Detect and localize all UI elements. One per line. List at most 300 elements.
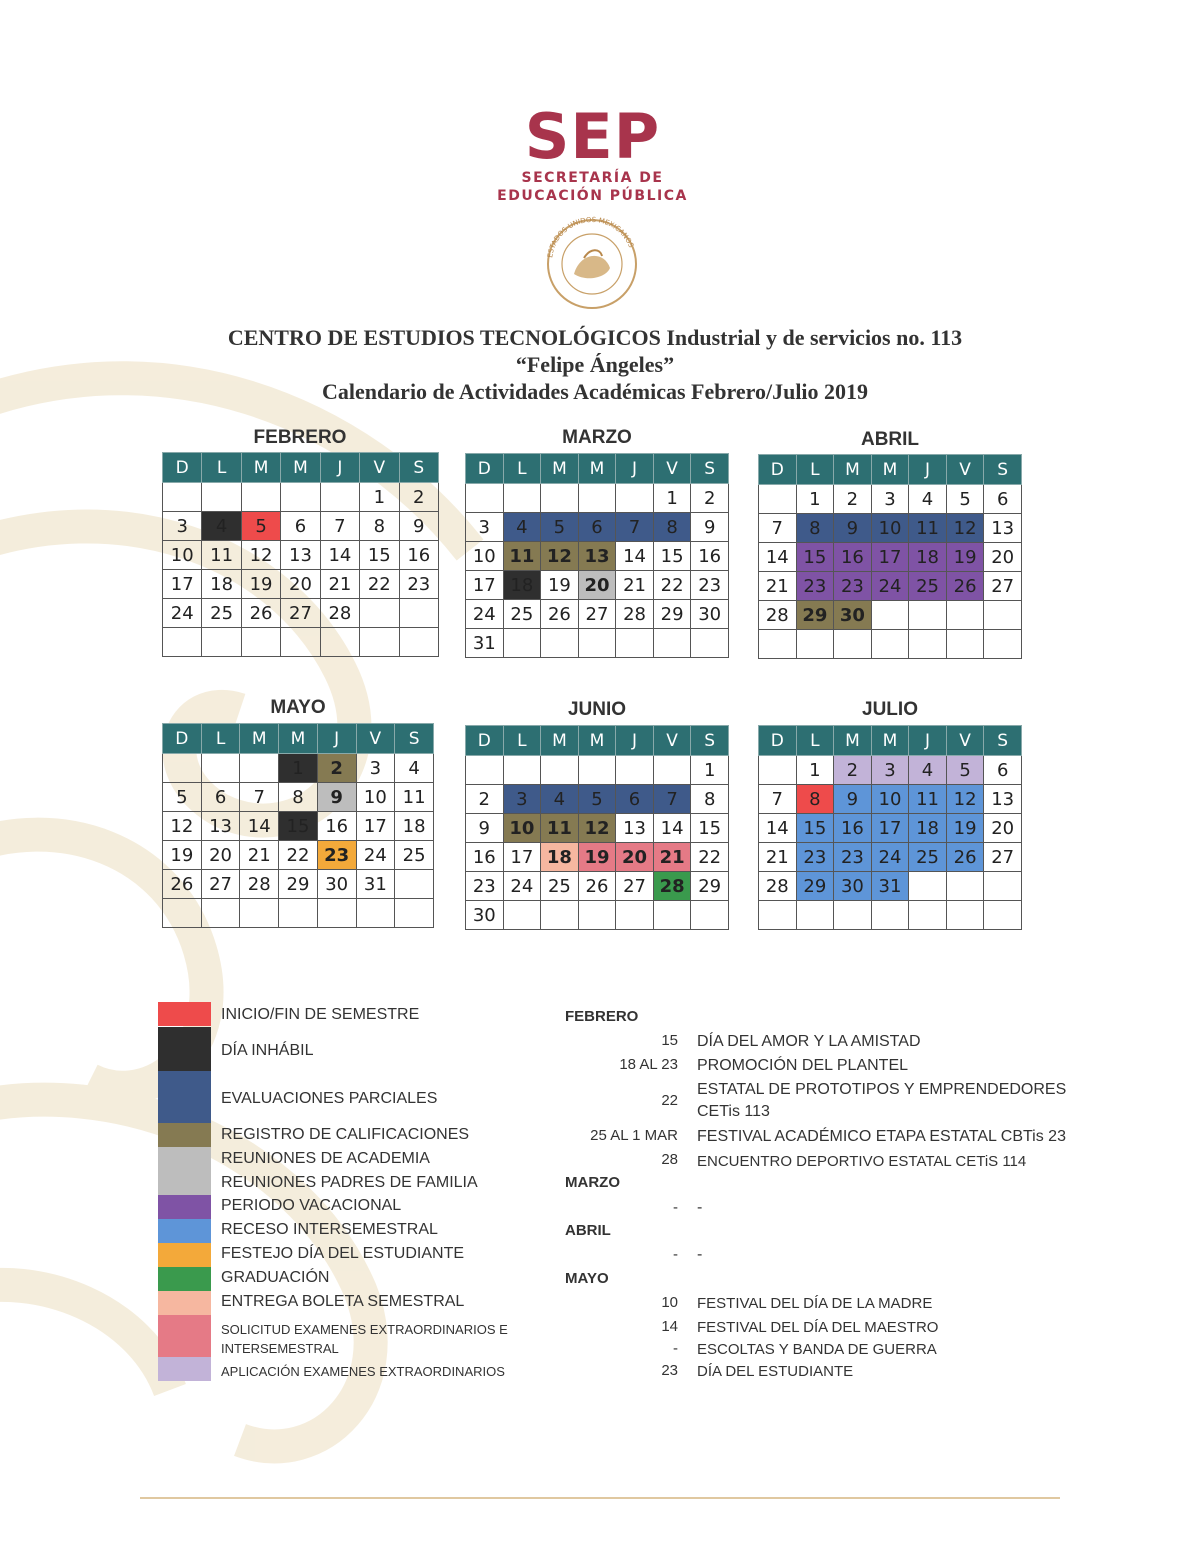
day-cell [796,630,834,659]
week-row [466,484,729,513]
day-cell: 21 [320,570,359,599]
day-cell: 16 [834,814,872,843]
day-cell [163,754,202,783]
week-row [466,756,729,785]
day-cell: 23 [399,570,438,599]
day-cell: 22 [653,571,691,600]
day-cell: 28 [759,601,797,630]
day-cell [201,899,240,928]
day-cell: 16 [466,843,504,872]
week-row [759,872,1022,901]
day-cell: 12 [163,812,202,841]
day-cell: 19 [241,570,280,599]
week-row [466,600,729,629]
day-cell [356,899,395,928]
week-row [759,543,1022,572]
day-cell [691,901,729,930]
day-cell [281,628,320,657]
day-cell: 11 [909,785,947,814]
week-row [163,512,439,541]
day-cell [241,628,280,657]
weekday-header: D [759,455,797,485]
day-cell: 13 [984,514,1022,543]
day-cell: 15 [360,541,399,570]
day-cell [616,484,654,513]
day-cell [871,901,909,930]
event-text: - [697,1199,703,1216]
day-cell [946,601,984,630]
day-cell: 2 [466,785,504,814]
weekday-header: L [201,724,240,754]
week-row [163,754,434,783]
day-cell: 1 [653,484,691,513]
day-cell: 28 [320,599,359,628]
day-cell: 15 [653,542,691,571]
day-cell [163,628,202,657]
day-cell: 21 [653,843,691,872]
weekday-header: D [466,726,504,756]
day-cell: 13 [201,812,240,841]
day-cell [202,628,241,657]
weekday-header: J [909,455,947,485]
week-row [163,783,434,812]
weekday-header: S [984,726,1022,756]
day-cell: 4 [202,512,241,541]
weekday-header: M [834,455,872,485]
day-cell: 24 [356,841,395,870]
month-title-febrero: FEBRERO [253,427,347,448]
week-row [466,843,729,872]
legend-swatch-orange [158,1243,211,1267]
weekday-header: L [503,726,541,756]
day-cell [909,901,947,930]
day-cell [984,872,1022,901]
day-cell: 19 [578,843,616,872]
bottom-divider [140,1497,1060,1499]
week-row [163,599,439,628]
day-cell [759,630,797,659]
day-cell: 31 [466,629,504,658]
day-cell: 23 [834,572,872,601]
day-cell: 6 [281,512,320,541]
day-cell: 7 [240,783,279,812]
weekday-header: D [759,726,797,756]
week-row [163,870,434,899]
day-cell: 3 [356,754,395,783]
legend-swatch-peach [158,1291,211,1315]
event-text: FESTIVAL DEL DÍA DE LA MADRE [697,1295,933,1312]
day-cell: 13 [616,814,654,843]
week-row [466,629,729,658]
day-cell: 13 [281,541,320,570]
day-cell: 18 [503,571,541,600]
day-cell [616,901,654,930]
day-cell [984,630,1022,659]
day-cell: 15 [796,543,834,572]
day-cell [909,630,947,659]
legend-swatch-red [158,1002,211,1026]
legend-label-academia: REUNIONES DE ACADEMIA [221,1150,430,1167]
legend-label-graduacion: GRADUACIÓN [221,1269,330,1286]
day-cell [578,901,616,930]
event-date: 28 [661,1151,678,1168]
weekday-header: M [279,724,318,754]
week-row [466,513,729,542]
day-cell: 19 [163,841,202,870]
event-date: - [673,1246,678,1263]
event-date: 22 [661,1092,678,1109]
day-cell: 20 [201,841,240,870]
day-cell: 31 [356,870,395,899]
day-cell: 14 [759,814,797,843]
day-cell: 21 [759,572,797,601]
event-date: 25 AL 1 MAR [590,1127,678,1144]
day-cell: 28 [240,870,279,899]
day-cell: 23 [466,872,504,901]
day-cell: 16 [834,543,872,572]
day-cell: 5 [241,512,280,541]
legend-label-inicio-fin: INICIO/FIN DE SEMESTRE [221,1006,420,1023]
day-cell: 3 [503,785,541,814]
day-cell: 27 [281,599,320,628]
day-cell: 15 [279,812,318,841]
day-cell [578,629,616,658]
weekday-header: J [320,453,359,483]
day-cell: 25 [909,572,947,601]
day-cell: 29 [691,872,729,901]
day-cell [616,756,654,785]
day-cell: 15 [691,814,729,843]
day-cell [653,629,691,658]
day-cell [240,899,279,928]
day-cell: 26 [946,572,984,601]
day-cell: 5 [946,756,984,785]
day-cell: 14 [240,812,279,841]
day-cell [541,484,579,513]
day-cell [984,601,1022,630]
day-cell [395,899,434,928]
week-row [466,814,729,843]
day-cell: 24 [503,872,541,901]
week-row [759,814,1022,843]
day-cell: 1 [691,756,729,785]
weekday-header: D [163,724,202,754]
day-cell: 22 [360,570,399,599]
day-cell: 14 [759,543,797,572]
day-cell [466,756,504,785]
week-row [759,843,1022,872]
day-cell [279,899,318,928]
day-cell [399,599,438,628]
day-cell: 25 [909,843,947,872]
weekday-header: D [466,454,504,484]
events-month-abril: ABRIL [565,1222,611,1239]
day-cell: 9 [834,514,872,543]
day-cell: 5 [946,485,984,514]
legend-swatch-gray [158,1147,211,1195]
day-cell: 6 [984,485,1022,514]
day-cell: 23 [691,571,729,600]
weekday-header: V [946,455,984,485]
day-cell: 6 [616,785,654,814]
day-cell: 8 [360,512,399,541]
day-cell: 8 [796,514,834,543]
logo-subtitle-line1: SECRETARÍA DE [521,170,664,186]
day-cell: 2 [691,484,729,513]
week-row [466,785,729,814]
day-cell [834,901,872,930]
day-cell: 27 [578,600,616,629]
day-cell: 29 [653,600,691,629]
day-cell: 12 [541,542,579,571]
day-cell: 14 [320,541,359,570]
event-text: ENCUENTRO DEPORTIVO ESTATAL CETiS 114 [697,1153,1027,1170]
day-cell: 17 [871,814,909,843]
events-month-mayo: MAYO [565,1270,609,1287]
day-cell: 15 [796,814,834,843]
day-cell [399,628,438,657]
legend-swatch-olive [158,1123,211,1147]
day-cell: 30 [317,870,356,899]
events-month-febrero: FEBRERO [565,1008,639,1025]
week-row [759,630,1022,659]
day-cell: 8 [653,513,691,542]
day-cell [796,901,834,930]
day-cell: 20 [984,543,1022,572]
weekday-header: M [541,726,579,756]
weekday-header: V [653,726,691,756]
day-cell: 2 [317,754,356,783]
day-cell [909,872,947,901]
day-cell [759,485,797,514]
weekday-header: J [616,726,654,756]
month-title-mayo: MAYO [270,697,326,718]
school-subtitle: “Felipe Ángeles” [515,352,675,377]
weekday-header: V [360,453,399,483]
week-row [466,872,729,901]
day-cell: 28 [616,600,654,629]
weekday-header: L [796,726,834,756]
day-cell: 29 [279,870,318,899]
week-row [163,541,439,570]
day-cell: 2 [834,756,872,785]
week-row [163,628,439,657]
day-cell [691,629,729,658]
day-cell: 21 [759,843,797,872]
day-cell: 11 [202,541,241,570]
day-cell: 25 [395,841,434,870]
week-row [466,542,729,571]
calendar-abril [758,454,1022,659]
day-cell: 1 [796,756,834,785]
day-cell [578,756,616,785]
day-cell: 2 [399,483,438,512]
day-cell: 4 [395,754,434,783]
week-row [759,756,1022,785]
day-cell [320,628,359,657]
day-cell [871,630,909,659]
event-text: PROMOCIÓN DEL PLANTEL [697,1057,909,1074]
week-row [759,601,1022,630]
calendar-mayo [162,723,434,928]
day-cell: 20 [578,571,616,600]
week-row [759,785,1022,814]
day-cell: 18 [541,843,579,872]
weekday-header: M [578,454,616,484]
weekday-header: M [834,726,872,756]
day-cell: 5 [541,513,579,542]
day-cell: 17 [871,543,909,572]
day-cell: 8 [691,785,729,814]
day-cell: 8 [796,785,834,814]
weekday-header: V [653,454,691,484]
day-cell: 30 [691,600,729,629]
day-cell: 7 [616,513,654,542]
month-title-julio: JULIO [862,699,918,720]
week-row [466,901,729,930]
legend-swatch-purple [158,1195,211,1219]
week-row [163,812,434,841]
day-cell: 8 [279,783,318,812]
day-cell: 12 [241,541,280,570]
day-cell [871,601,909,630]
day-cell [320,483,359,512]
day-cell [503,901,541,930]
weekday-header: M [871,455,909,485]
legend-label-padres: REUNIONES PADRES DE FAMILIA [221,1174,478,1191]
day-cell: 5 [163,783,202,812]
day-cell [466,484,504,513]
day-cell: 3 [466,513,504,542]
weekday-header: L [796,455,834,485]
week-row [163,899,434,928]
day-cell: 10 [503,814,541,843]
weekday-header: L [503,454,541,484]
day-cell: 12 [946,514,984,543]
week-row [759,572,1022,601]
school-name: CENTRO DE ESTUDIOS TECNOLÓGICOS Industrial y de servicios no. 113 [227,325,963,350]
day-cell: 19 [946,814,984,843]
day-cell [503,756,541,785]
day-cell: 17 [356,812,395,841]
legend-swatch-green [158,1267,211,1291]
day-cell: 3 [871,485,909,514]
legend-label-festejo: FESTEJO DÍA DEL ESTUDIANTE [221,1245,465,1262]
weekday-header: J [909,726,947,756]
day-cell: 7 [320,512,359,541]
weekday-header: M [578,726,616,756]
day-cell [541,901,579,930]
day-cell: 20 [281,570,320,599]
day-cell: 13 [578,542,616,571]
week-row [163,841,434,870]
day-cell: 13 [984,785,1022,814]
day-cell: 6 [201,783,240,812]
weekday-header: S [395,724,434,754]
day-cell: 28 [759,872,797,901]
day-cell: 11 [395,783,434,812]
day-cell: 10 [466,542,504,571]
day-cell [759,901,797,930]
day-cell: 7 [653,785,691,814]
day-cell [317,899,356,928]
day-cell [503,484,541,513]
day-cell: 9 [834,785,872,814]
day-cell: 29 [796,872,834,901]
legend-swatch-lightblue [158,1219,211,1243]
day-cell: 12 [946,785,984,814]
day-cell: 26 [578,872,616,901]
logo-subtitle-line2: EDUCACIÓN PÚBLICA [497,188,688,204]
day-cell: 26 [946,843,984,872]
event-text: FESTIVAL DEL DÍA DEL MAESTRO [697,1319,939,1336]
legend-swatch-lavender [158,1357,211,1381]
month-title-abril: ABRIL [860,429,920,450]
day-cell: 6 [578,513,616,542]
weekday-header: S [984,455,1022,485]
day-cell: 26 [163,870,202,899]
event-text: ESTATAL DE PROTOTIPOS Y EMPRENDEDORES CETis 113 [697,1081,1067,1120]
day-cell: 9 [691,513,729,542]
day-cell: 16 [317,812,356,841]
legend-label-vacacional: PERIODO VACACIONAL [221,1197,402,1214]
day-cell [946,872,984,901]
day-cell: 18 [395,812,434,841]
day-cell [653,901,691,930]
week-row [759,901,1022,930]
day-cell: 20 [984,814,1022,843]
day-cell [281,483,320,512]
day-cell [834,630,872,659]
day-cell [360,599,399,628]
day-cell: 23 [834,843,872,872]
weekday-header: S [399,453,438,483]
day-cell: 3 [871,756,909,785]
month-title-marzo: MARZO [562,427,632,448]
event-date: - [673,1199,678,1216]
day-cell: 25 [503,600,541,629]
day-cell [616,629,654,658]
day-cell: 11 [909,514,947,543]
day-cell: 23 [796,843,834,872]
day-cell [578,484,616,513]
coat-of-arms-seal-icon [540,212,644,312]
sep-logo: SEP [524,100,661,173]
weekday-header: J [616,454,654,484]
event-text: DÍA DEL ESTUDIANTE [697,1363,854,1380]
day-cell: 9 [317,783,356,812]
event-text: DÍA DEL AMOR Y LA AMISTAD [697,1033,921,1050]
day-cell: 30 [466,901,504,930]
weekday-header: M [241,453,280,483]
day-cell: 16 [691,542,729,571]
day-cell: 10 [163,541,202,570]
day-cell: 7 [759,514,797,543]
day-cell [946,901,984,930]
week-row [759,485,1022,514]
day-cell: 3 [163,512,202,541]
day-cell: 27 [616,872,654,901]
day-cell [909,601,947,630]
legend-label-evaluaciones: EVALUACIONES PARCIALES [221,1090,438,1107]
day-cell: 11 [541,814,579,843]
day-cell: 18 [909,543,947,572]
week-row [759,514,1022,543]
event-date: 23 [661,1362,678,1379]
day-cell: 26 [541,600,579,629]
week-row [163,483,439,512]
day-cell: 1 [279,754,318,783]
